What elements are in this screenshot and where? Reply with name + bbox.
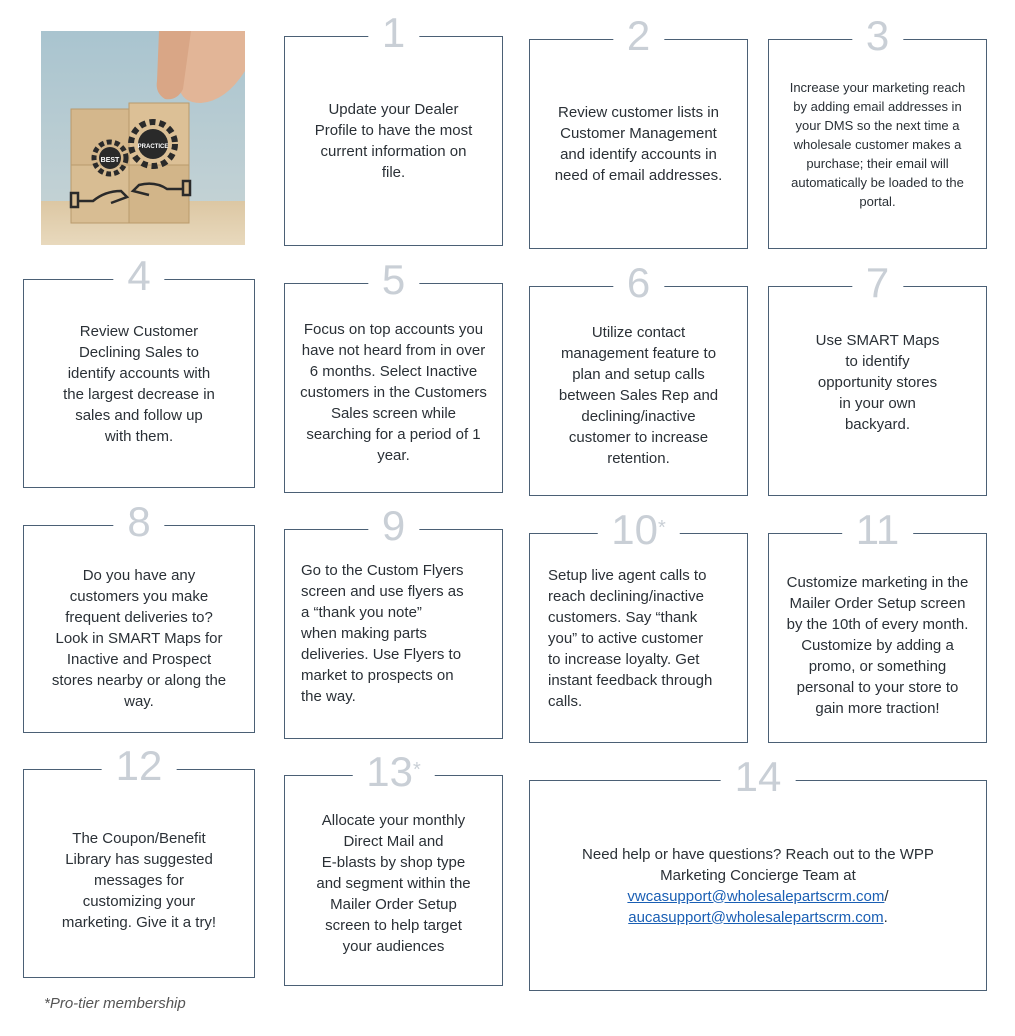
block-left-label: BEST xyxy=(100,157,120,164)
tip-card-2 xyxy=(529,12,748,249)
tip-number: 7 xyxy=(852,261,903,305)
tip-number: 2 xyxy=(613,14,664,58)
tip-text: Setup live agent calls to reach declining/inactive customers. Say “thank you” to active customer to increase loyalty. Get instant feedback through calls. xyxy=(548,566,713,710)
tip-number: 11 xyxy=(842,508,914,552)
tip-card-13 xyxy=(284,748,503,986)
tip-text: Allocate your monthly Direct Mail and E-blasts by shop type and segment within the Mailer Order Setup screen to help target your audiences xyxy=(316,812,471,955)
tip-number: 8 xyxy=(113,500,164,544)
tip-number: 10* xyxy=(597,508,680,552)
tip-card-7 xyxy=(768,259,987,496)
tip-number: 14 xyxy=(721,755,796,799)
tip-card-10 xyxy=(529,506,748,743)
tip-number: 4 xyxy=(113,254,164,298)
tip-number: 9 xyxy=(368,504,419,548)
auca-support-email-link[interactable]: aucasupport@wholesalepartscrm.com xyxy=(628,908,884,926)
tip-card-9 xyxy=(284,502,503,739)
support-emails: vwcasupport@wholesalepartscrm.com/ aucasupport@wholesalepartscrm.com. xyxy=(627,887,889,926)
tip-text: Review customer lists in Customer Management and identify accounts in need of email addresses. xyxy=(554,104,723,184)
tip-text: Use SMART Maps to identify opportunity stores in your own backyard. xyxy=(815,331,940,433)
tip-text: Increase your marketing reach by adding email addresses in your DMS so the next time a wholesale customer makes a purchase; their email will automatically be loaded to the portal. xyxy=(789,79,966,209)
tip-text: Do you have any customers you make frequent deliveries to? Look in SMART Maps for Inactive and Prospect stores nearby or along the way. xyxy=(51,566,227,710)
vwca-support-email-link[interactable]: vwcasupport@wholesalepartscrm.com xyxy=(627,887,885,905)
wooden-blocks-image xyxy=(41,31,245,245)
tip-card-8 xyxy=(23,498,255,733)
tip-card-4 xyxy=(23,252,255,488)
tip-text: Go to the Custom Flyers screen and use flyers as a “thank you note” when making parts deliveries. Use Flyers to market to prospects on the way. xyxy=(301,561,464,705)
tip-card-5 xyxy=(284,256,503,493)
tip-text: Focus on top accounts you have not heard from in over 6 months. Select Inactive customers in the Customers Sales screen while searching for a period of 1 year. xyxy=(300,320,487,464)
tip-number: 12 xyxy=(102,744,177,788)
tip-text: Update your Dealer Profile to have the most current information on file. xyxy=(314,101,473,181)
block-right-label: PRACTICE xyxy=(137,144,169,150)
tip-text xyxy=(542,781,974,990)
pro-tier-footnote: *Pro-tier membership xyxy=(44,995,186,1012)
tip-card-3 xyxy=(768,12,987,249)
tip-number: 3 xyxy=(852,14,903,58)
tip-card-14 xyxy=(529,753,987,991)
tip-number: 13* xyxy=(352,750,435,794)
tip-text: Review Customer Declining Sales to identify accounts with the largest decrease in sales and follow up with them. xyxy=(63,322,215,445)
tip-card-1 xyxy=(284,9,503,246)
tip-text: Utilize contact management feature to plan and setup calls between Sales Rep and declining/inactive customer to increase retention. xyxy=(558,323,719,467)
support-message: Need help or have questions? Reach out to the WPP Marketing Concierge Team at xyxy=(582,845,934,884)
tip-card-12 xyxy=(23,742,255,978)
tip-card-6 xyxy=(529,259,748,496)
best-practice-photo xyxy=(41,31,245,245)
tip-card-11 xyxy=(768,506,987,743)
tip-number: 5 xyxy=(368,258,419,302)
tip-text: The Coupon/Benefit Library has suggested messages for customizing your marketing. Give it a try! xyxy=(61,830,217,931)
tip-number: 6 xyxy=(613,261,664,305)
tip-text: Customize marketing in the Mailer Order Setup screen by the 10th of every month. Customize by adding a promo, or something personal to your store to gain more traction! xyxy=(786,573,969,717)
tip-number: 1 xyxy=(368,11,419,55)
